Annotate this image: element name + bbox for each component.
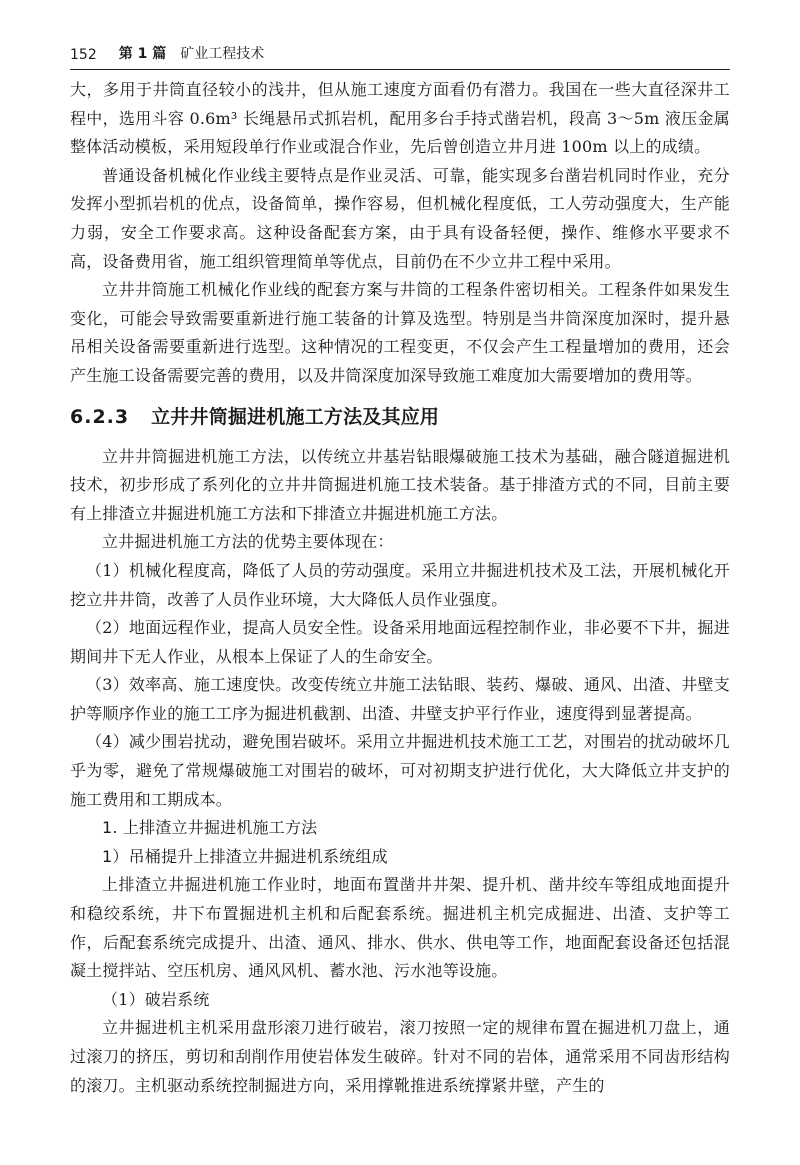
paragraph: 立井掘进机主机采用盘形滚刀进行破岩，滚刀按照一定的规律布置在掘进机刀盘上，通过滚刀的挤压，剪切和刮削作用使岩体发生破碎。针对不同的岩体，通常采用不同齿形结构的滚刀。主机驱动系统控制掘进方向，采用撑靴推进系统撑紧井壁，产生的	[70, 1018, 730, 1095]
part-label: 第 1 篇	[118, 46, 167, 62]
advantage-item: （3）效率高、施工速度快。改变传统立井施工法钻眼、装药、爆破、通风、出渣、井壁支护等顺序作业的施工工序为掘进机截割、出渣、井壁支护平行作业，速度得到显著提高。	[70, 675, 730, 723]
part-title: 矿业工程技术	[180, 46, 265, 62]
subheading-1-1-1: （1）破岩系统	[102, 989, 210, 1009]
subheading-1-1: 1）吊桶提升上排渣立井掘进机系统组成	[102, 846, 388, 866]
paragraph: 立井井筒掘进机施工方法，以传统立井基岩钻眼爆破施工技术为基础，融合隧道掘进机技术，初步形成了系列化的立井井筒掘进机施工技术装备。基于排渣方式的不同，目前主要有上排渣立井掘进机施工方法和下排渣立井掘进机施工方法。	[70, 446, 730, 523]
advantage-item: （1）机械化程度高，降低了人员的劳动强度。采用立井掘进机技术及工法，开展机械化开挖立井井筒，改善了人员作业环境，大大降低人员作业强度。	[70, 560, 730, 609]
page-body	[70, 76, 730, 1100]
running-header	[70, 30, 730, 70]
paragraph: 上排渣立井掘进机施工作业时，地面布置凿井井架、提升机、凿井绞车等组成地面提升和稳绞系统，井下布置掘进机主机和后配套系统。掘进机主机完成掘进、出渣、支护等工作，后配套系统完成提升、出渣、通风、排水、供水、供电等工作，地面配套设备还包括混凝土搅拌站、空压机房、通风风机、蓄水池、污水池等设施。	[70, 875, 730, 981]
advantage-item: （4）减少围岩扰动，避免围岩破坏。采用立井掘进机技术施工工艺，对围岩的扰动破坏几乎为零，避免了常规爆破施工对围岩的破坏，可对初期支护进行优化，大大降低立井支护的施工费用和工期成本。	[70, 732, 730, 809]
paragraph: 立井掘进机施工方法的优势主要体现在：	[102, 532, 394, 552]
advantage-item: （2）地面远程作业，提高人员安全性。设备采用地面远程控制作业，非必要不下井，掘进期间井下无人作业，从根本上保证了人的生命安全。	[70, 618, 730, 666]
page-number: 152	[70, 47, 97, 63]
section-title: 立井井筒掘进机施工方法及其应用	[151, 405, 440, 428]
subheading-1: 1. 上排渣立井掘进机施工方法	[102, 818, 318, 838]
paragraph: 普通设备机械化作业线主要特点是作业灵活、可靠，能实现多台凿岩机同时作业，充分发挥小型抓岩机的优点，设备简单，操作容易，但机械化程度低，工人劳动强度大，生产能力弱，安全工作要求高。这种设备配套方案，由于具有设备轻便，操作、维修水平要求不高，设备费用省，施工组织管理简单等优点，目前仍在不少立井工程中采用。	[70, 165, 730, 271]
paragraph: 立井井筒施工机械化作业线的配套方案与井筒的工程条件密切相关。工程条件如果发生变化，可能会导致需要重新进行施工装备的计算及选型。特别是当井筒深度加深时，提升悬吊相关设备需要重新进行选型。这种情况的工程变更，不仅会产生工程量增加的费用，还会产生施工设备需要完善的费用，以及井筒深度加深导致施工难度加大需要增加的费用等。	[70, 280, 730, 385]
section-number: 6.2.3	[70, 405, 130, 428]
section-heading	[70, 403, 730, 431]
paragraph: 大，多用于井筒直径较小的浅井，但从施工速度方面看仍有潜力。我国在一些大直径深井工程中，选用斗容 0.6m³ 长绳悬吊式抓岩机，配用多台手持式凿岩机，段高 3～5m 液压金属整体活动模板，采用短段单行作业或混合作业，先后曾创造立井月进 100m 以上的成绩。	[70, 80, 730, 157]
